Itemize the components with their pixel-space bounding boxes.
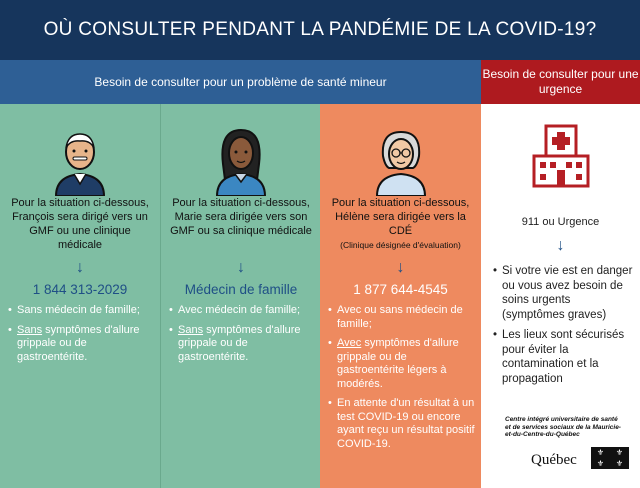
minor-need-banner: Besoin de consulter pour un problème de santé mineur xyxy=(0,60,481,104)
criteria-list xyxy=(8,304,154,370)
arrow-down-icon: ↓ xyxy=(556,237,565,254)
column-marie xyxy=(160,104,321,488)
elderly-woman-icon xyxy=(369,124,433,196)
intro-text: Pour la situation ci-dessous, Hélène sera dirigée vers la CDÉ (Clinique désignée d'évaluation) xyxy=(326,196,475,252)
list-item: • Avec médecin de famille; xyxy=(169,304,315,318)
intro-text: Pour la situation ci-dessous, Marie sera dirigée vers son GMF ou sa clinique médicale xyxy=(170,197,312,237)
column-urgence xyxy=(481,104,640,488)
list-item: • Sans médecin de famille; xyxy=(8,304,154,318)
contact-label: Médecin de famille xyxy=(184,282,298,297)
list-item: • Avec symptômes d'allure grippale ou de gastroentérite légers à modérés. xyxy=(328,337,475,391)
urgent-need-banner: Besoin de consulter pour une urgence xyxy=(481,60,640,104)
list-item: • Sans symptômes d'allure grippale ou de gastroentérite. xyxy=(8,324,154,365)
clinic-note: (Clinique désignée d'évaluation) xyxy=(340,240,461,250)
criteria-list xyxy=(328,304,475,457)
arrow-down-icon: ↓ xyxy=(396,259,405,276)
organization-name: Centre intégré universitaire de santé et de services sociaux de la Mauricie-et-du-Centre-du-Québec xyxy=(505,416,621,438)
criteria-list xyxy=(169,304,315,370)
elderly-man-icon xyxy=(48,124,112,196)
list-item: • Les lieux sont sécurisés pour éviter la contamination et la propagation xyxy=(493,328,634,386)
list-item: • En attente d'un résultat à un test COVID-19 ou encore ayant reçu un résultat positif COVID-19. xyxy=(328,397,475,451)
column-helene xyxy=(320,104,481,488)
list-item: • Avec ou sans médecin de famille; xyxy=(328,304,475,331)
arrow-down-icon: ↓ xyxy=(76,259,84,276)
column-francois xyxy=(0,104,160,488)
phone-number[interactable]: 1 844 313-2029 xyxy=(32,282,128,297)
hospital-icon xyxy=(530,122,592,188)
emergency-number[interactable]: 911 ou Urgence xyxy=(521,216,600,228)
arrow-down-icon: ↓ xyxy=(237,259,245,276)
list-item: • Si votre vie est en danger ou vous avez besoin de soins urgents (symptômes graves) xyxy=(493,264,634,322)
phone-number[interactable]: 1 877 644-4545 xyxy=(353,282,448,297)
quebec-flag-icon: ⚜ ⚜ ⚜ ⚜ xyxy=(591,447,629,469)
criteria-list xyxy=(493,264,634,392)
intro-text: Pour la situation ci-dessous, François sera dirigé vers un GMF ou une clinique médicale xyxy=(11,197,149,251)
quebec-logo-text: Québec xyxy=(531,452,577,468)
page-title: OÙ CONSULTER PENDANT LA PANDÉMIE DE LA COVID-19? xyxy=(0,0,640,60)
list-item: • Sans symptômes d'allure grippale ou de gastroentérite. xyxy=(169,324,315,365)
woman-icon xyxy=(209,124,273,196)
